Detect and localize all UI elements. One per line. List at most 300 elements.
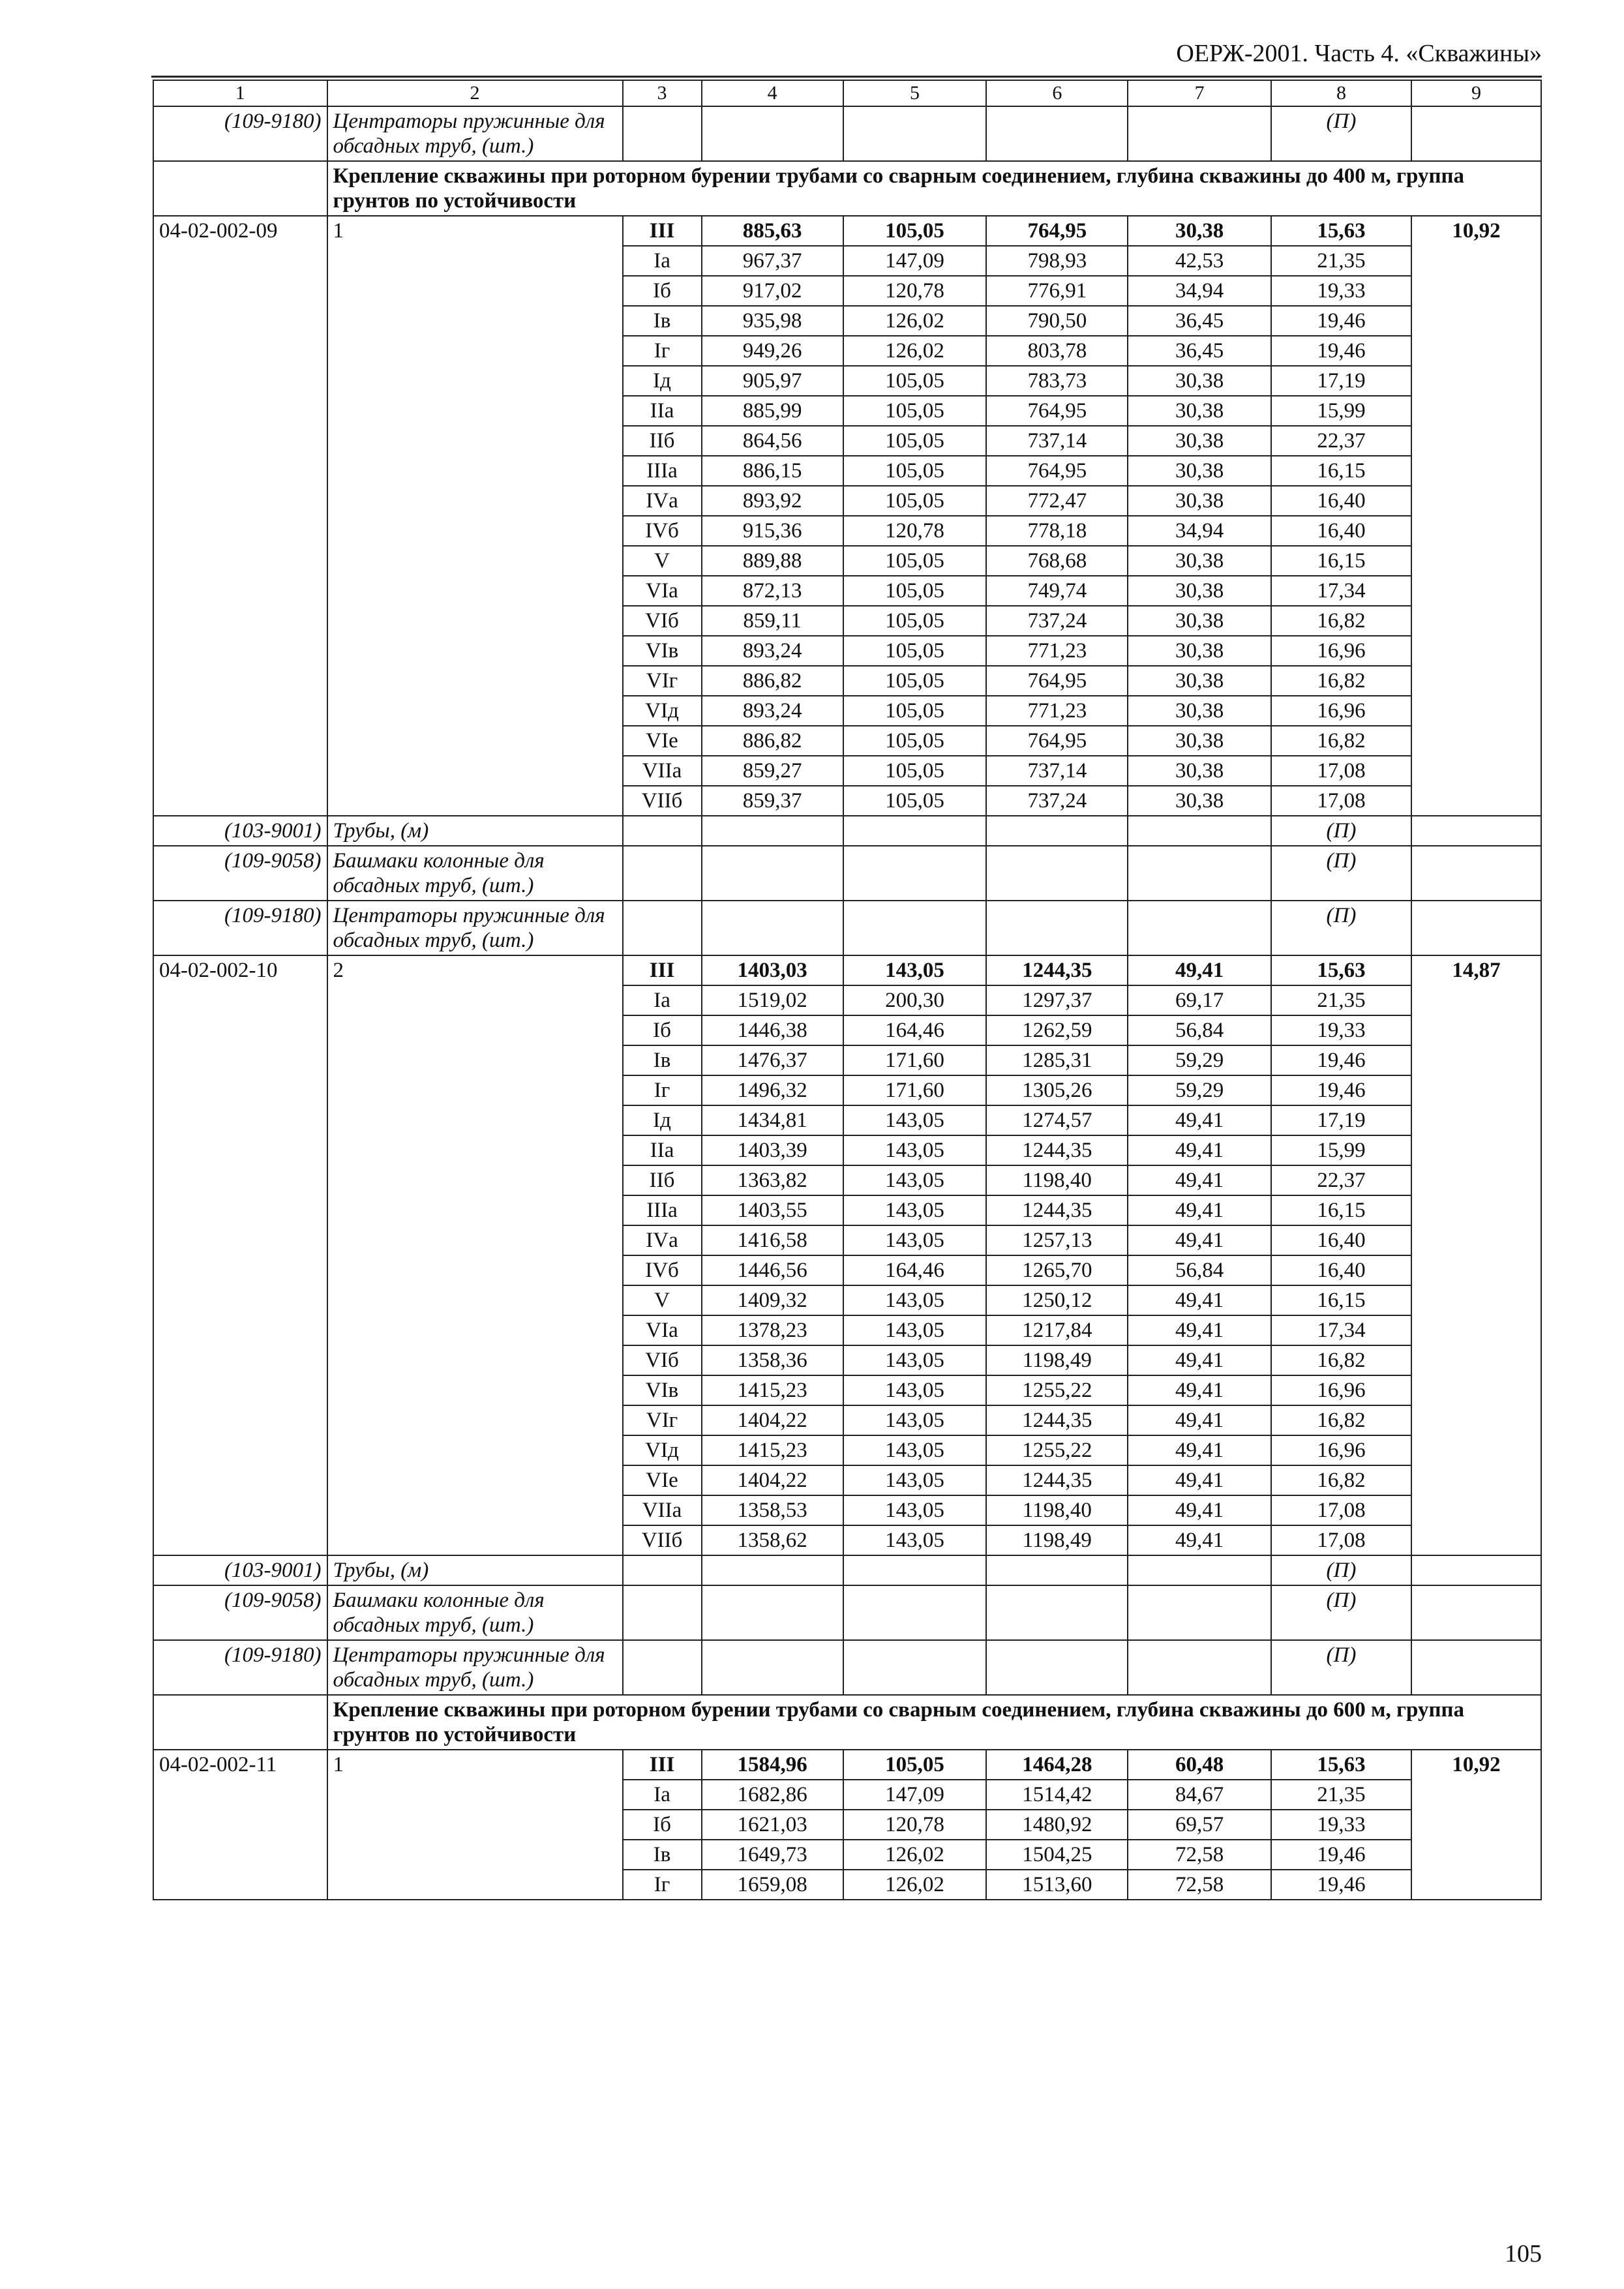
soil-group: VIв	[623, 636, 702, 666]
rate-value: 17,08	[1271, 756, 1411, 786]
rate-value: 1255,22	[986, 1435, 1128, 1465]
rate-value: 778,18	[986, 516, 1128, 546]
rate-value: 60,48	[1128, 1750, 1271, 1780]
rate-value: 1244,35	[986, 1405, 1128, 1435]
resource-name: Центраторы пружинные для обсадных труб, (шт.)	[327, 901, 623, 955]
section-row	[153, 1695, 1541, 1750]
rate-value: 15,63	[1271, 216, 1411, 246]
rate-value: 1305,26	[986, 1075, 1128, 1105]
rate-value: 30,38	[1128, 606, 1271, 636]
soil-group: IIб	[623, 426, 702, 456]
rate-value: 749,74	[986, 576, 1128, 606]
rate-value: 143,05	[843, 1405, 986, 1435]
rate-value: 17,08	[1271, 786, 1411, 816]
soil-group: Iг	[623, 1075, 702, 1105]
empty-cell	[623, 846, 702, 901]
rate-value: 949,26	[702, 336, 843, 366]
rate-value: 737,24	[986, 606, 1128, 636]
rate-value: 768,68	[986, 546, 1128, 576]
rate-value: 1584,96	[702, 1750, 843, 1780]
rate-value: 72,58	[1128, 1870, 1271, 1900]
rate-value: 764,95	[986, 456, 1128, 486]
soil-group: Iг	[623, 336, 702, 366]
column-number: 9	[1411, 80, 1541, 106]
empty-cell	[1128, 1585, 1271, 1640]
soil-group: IVб	[623, 1255, 702, 1285]
rate-value: 143,05	[843, 955, 986, 985]
rate-value: 1285,31	[986, 1045, 1128, 1075]
rate-value: 16,82	[1271, 726, 1411, 756]
rate-value: 16,15	[1271, 1195, 1411, 1225]
rate-value: 16,82	[1271, 606, 1411, 636]
empty-cell	[623, 1555, 702, 1585]
resource-row	[153, 846, 1541, 901]
rate-value: 143,05	[843, 1375, 986, 1405]
rate-value: 967,37	[702, 246, 843, 276]
soil-group: III	[623, 955, 702, 985]
rate-value: 36,45	[1128, 306, 1271, 336]
soil-group: IIIа	[623, 1195, 702, 1225]
rate-value: 49,41	[1128, 1135, 1271, 1165]
resource-note: (П)	[1271, 846, 1411, 901]
rate-col9: 10,92	[1411, 216, 1541, 816]
rate-value: 56,84	[1128, 1015, 1271, 1045]
rate-value: 143,05	[843, 1135, 986, 1165]
rate-value: 1244,35	[986, 1195, 1128, 1225]
soil-group: VIIб	[623, 1525, 702, 1555]
resource-note: (П)	[1271, 1640, 1411, 1695]
soil-group: Iг	[623, 1870, 702, 1900]
rate-value: 1409,32	[702, 1285, 843, 1315]
resource-name: Центраторы пружинные для обсадных труб, (шт.)	[327, 1640, 623, 1695]
rate-value: 21,35	[1271, 1780, 1411, 1810]
rate-value: 872,13	[702, 576, 843, 606]
rate-value: 16,82	[1271, 666, 1411, 696]
empty-cell	[702, 106, 843, 161]
rate-value: 19,46	[1271, 336, 1411, 366]
document-header: ОЕРЖ-2001. Часть 4. «Скважины»	[1176, 40, 1542, 67]
rate-value: 143,05	[843, 1435, 986, 1465]
rate-value: 885,99	[702, 396, 843, 426]
rate-value: 164,46	[843, 1015, 986, 1045]
resource-note: (П)	[1271, 106, 1411, 161]
resource-code: (109-9180)	[153, 1640, 327, 1695]
resource-code: (109-9180)	[153, 106, 327, 161]
empty-cell	[986, 816, 1128, 846]
rate-value: 776,91	[986, 276, 1128, 306]
rate-value: 19,46	[1271, 1045, 1411, 1075]
rate-value: 15,63	[1271, 955, 1411, 985]
rate-value: 1496,32	[702, 1075, 843, 1105]
empty-cell	[986, 901, 1128, 955]
rate-value: 864,56	[702, 426, 843, 456]
resource-row	[153, 901, 1541, 955]
soil-group: VIа	[623, 576, 702, 606]
rate-value: 16,82	[1271, 1405, 1411, 1435]
rate-value: 859,27	[702, 756, 843, 786]
rate-value: 22,37	[1271, 426, 1411, 456]
rate-value: 22,37	[1271, 1165, 1411, 1195]
soil-group: Iа	[623, 1780, 702, 1810]
rate-value: 1250,12	[986, 1285, 1128, 1315]
rate-value: 15,63	[1271, 1750, 1411, 1780]
soil-group: VIг	[623, 1405, 702, 1435]
rate-value: 19,33	[1271, 1810, 1411, 1840]
rate-number: 1	[327, 1750, 623, 1900]
rate-value: 30,38	[1128, 216, 1271, 246]
empty-cell	[1128, 1640, 1271, 1695]
rate-value: 1244,35	[986, 1465, 1128, 1495]
soil-group: VIе	[623, 726, 702, 756]
rate-value: 1434,81	[702, 1105, 843, 1135]
rate-value: 1358,36	[702, 1345, 843, 1375]
rate-value: 30,38	[1128, 666, 1271, 696]
rate-value: 105,05	[843, 366, 986, 396]
rate-value: 16,15	[1271, 1285, 1411, 1315]
rate-value: 16,40	[1271, 486, 1411, 516]
rate-value: 143,05	[843, 1195, 986, 1225]
soil-group: VIIа	[623, 756, 702, 786]
rate-value: 19,46	[1271, 1870, 1411, 1900]
rate-value: 889,88	[702, 546, 843, 576]
rate-value: 126,02	[843, 1870, 986, 1900]
rate-value: 19,33	[1271, 1015, 1411, 1045]
rate-value: 1446,38	[702, 1015, 843, 1045]
rate-value: 886,82	[702, 666, 843, 696]
rate-value: 1244,35	[986, 1135, 1128, 1165]
soil-group: IIIа	[623, 456, 702, 486]
resource-note: (П)	[1271, 901, 1411, 955]
soil-group: Iв	[623, 1840, 702, 1870]
empty-cell	[843, 901, 986, 955]
rate-value: 105,05	[843, 606, 986, 636]
column-number: 5	[843, 80, 986, 106]
rate-value: 1415,23	[702, 1435, 843, 1465]
rate-value: 1274,57	[986, 1105, 1128, 1135]
rate-value: 859,11	[702, 606, 843, 636]
empty-cell	[702, 1585, 843, 1640]
soil-group: IVа	[623, 1225, 702, 1255]
rate-value: 105,05	[843, 426, 986, 456]
resource-note: (П)	[1271, 816, 1411, 846]
rate-col9: 10,92	[1411, 1750, 1541, 1900]
empty-cell	[986, 1585, 1128, 1640]
empty-cell	[843, 1555, 986, 1585]
rate-value: 49,41	[1128, 1225, 1271, 1255]
rate-code: 04-02-002-11	[153, 1750, 327, 1900]
rate-value: 17,19	[1271, 1105, 1411, 1135]
empty-cell	[1411, 816, 1541, 846]
empty-cell	[1411, 1585, 1541, 1640]
rate-value: 893,92	[702, 486, 843, 516]
rate-value: 120,78	[843, 1810, 986, 1840]
rate-value: 1255,22	[986, 1375, 1128, 1405]
section-title: Крепление скважины при роторном бурении трубами со сварным соединением, глубина скважины до 400 м, группа грунтов по устойчивости	[327, 161, 1542, 216]
rate-value: 798,93	[986, 246, 1128, 276]
empty-cell	[623, 901, 702, 955]
rate-value: 1480,92	[986, 1810, 1128, 1840]
rate-value: 16,15	[1271, 456, 1411, 486]
rate-value: 105,05	[843, 666, 986, 696]
soil-group: Iб	[623, 1810, 702, 1840]
rate-value: 49,41	[1128, 1435, 1271, 1465]
rate-value: 30,38	[1128, 576, 1271, 606]
resource-code: (103-9001)	[153, 816, 327, 846]
rate-value: 17,08	[1271, 1495, 1411, 1525]
soil-group: VIг	[623, 666, 702, 696]
rate-value: 803,78	[986, 336, 1128, 366]
rate-value: 164,46	[843, 1255, 986, 1285]
resource-code: (109-9058)	[153, 846, 327, 901]
empty-cell	[1411, 846, 1541, 901]
rate-value: 105,05	[843, 396, 986, 426]
empty-cell	[623, 106, 702, 161]
empty-cell	[1411, 901, 1541, 955]
resource-name: Башмаки колонные для обсадных труб, (шт.)	[327, 846, 623, 901]
rate-value: 1358,53	[702, 1495, 843, 1525]
rate-value: 859,37	[702, 786, 843, 816]
empty-cell	[986, 1555, 1128, 1585]
resource-row	[153, 816, 1541, 846]
rate-number: 1	[327, 216, 623, 816]
rate-value: 1403,55	[702, 1195, 843, 1225]
rate-value: 34,94	[1128, 516, 1271, 546]
rate-value: 1297,37	[986, 985, 1128, 1015]
rate-value: 143,05	[843, 1465, 986, 1495]
rate-value: 120,78	[843, 516, 986, 546]
soil-group: Iб	[623, 1015, 702, 1045]
rate-value: 30,38	[1128, 426, 1271, 456]
rate-value: 783,73	[986, 366, 1128, 396]
rate-value: 1416,58	[702, 1225, 843, 1255]
empty-cell	[843, 1585, 986, 1640]
soil-group: VIд	[623, 696, 702, 726]
rate-value: 105,05	[843, 456, 986, 486]
empty-cell	[153, 161, 327, 216]
rate-value: 171,60	[843, 1045, 986, 1075]
soil-group: Iа	[623, 985, 702, 1015]
rate-value: 49,41	[1128, 1315, 1271, 1345]
rate-value: 30,38	[1128, 486, 1271, 516]
resource-row	[153, 106, 1541, 161]
rate-value: 30,38	[1128, 696, 1271, 726]
rate-value: 143,05	[843, 1105, 986, 1135]
soil-group: VIв	[623, 1375, 702, 1405]
rate-value: 126,02	[843, 336, 986, 366]
column-number: 6	[986, 80, 1128, 106]
rate-value: 105,05	[843, 576, 986, 606]
soil-group: V	[623, 1285, 702, 1315]
rate-row	[153, 955, 1541, 985]
rate-value: 1198,40	[986, 1165, 1128, 1195]
soil-group: VIIа	[623, 1495, 702, 1525]
rate-value: 771,23	[986, 636, 1128, 666]
rate-value: 56,84	[1128, 1255, 1271, 1285]
rate-value: 16,96	[1271, 1435, 1411, 1465]
rate-value: 915,36	[702, 516, 843, 546]
rate-value: 764,95	[986, 666, 1128, 696]
rate-row	[153, 1750, 1541, 1780]
rate-value: 16,40	[1271, 516, 1411, 546]
rate-value: 200,30	[843, 985, 986, 1015]
rate-value: 143,05	[843, 1315, 986, 1345]
rate-value: 21,35	[1271, 985, 1411, 1015]
column-number: 1	[153, 80, 327, 106]
empty-cell	[1128, 1555, 1271, 1585]
rate-value: 893,24	[702, 696, 843, 726]
resource-name: Башмаки колонные для обсадных труб, (шт.)	[327, 1585, 623, 1640]
soil-group: Iв	[623, 306, 702, 336]
rate-value: 105,05	[843, 786, 986, 816]
rate-value: 147,09	[843, 246, 986, 276]
rate-value: 49,41	[1128, 1405, 1271, 1435]
soil-group: VIб	[623, 606, 702, 636]
rate-code: 04-02-002-09	[153, 216, 327, 816]
empty-cell	[702, 1555, 843, 1585]
rate-value: 105,05	[843, 216, 986, 246]
rate-value: 1476,37	[702, 1045, 843, 1075]
rate-value: 16,82	[1271, 1345, 1411, 1375]
empty-cell	[843, 846, 986, 901]
rate-value: 1621,03	[702, 1810, 843, 1840]
empty-cell	[986, 106, 1128, 161]
rate-value: 143,05	[843, 1345, 986, 1375]
empty-cell	[986, 1640, 1128, 1695]
rate-value: 16,96	[1271, 636, 1411, 666]
soil-group: III	[623, 216, 702, 246]
rate-value: 1415,23	[702, 1375, 843, 1405]
rate-value: 1404,22	[702, 1405, 843, 1435]
rate-value: 143,05	[843, 1225, 986, 1255]
rate-value: 886,15	[702, 456, 843, 486]
rate-value: 49,41	[1128, 1525, 1271, 1555]
rate-value: 69,57	[1128, 1810, 1271, 1840]
empty-cell	[702, 846, 843, 901]
rate-value: 30,38	[1128, 366, 1271, 396]
rate-value: 30,38	[1128, 636, 1271, 666]
rate-value: 1403,39	[702, 1135, 843, 1165]
rate-value: 30,38	[1128, 456, 1271, 486]
soil-group: VIе	[623, 1465, 702, 1495]
rate-value: 143,05	[843, 1285, 986, 1315]
resource-name: Центраторы пружинные для обсадных труб, (шт.)	[327, 106, 623, 161]
rate-value: 49,41	[1128, 1495, 1271, 1525]
rate-value: 15,99	[1271, 396, 1411, 426]
empty-cell	[843, 106, 986, 161]
rate-value: 105,05	[843, 1750, 986, 1780]
rate-value: 105,05	[843, 756, 986, 786]
page-number: 105	[1505, 2240, 1542, 2267]
rate-value: 1464,28	[986, 1750, 1128, 1780]
rate-value: 30,38	[1128, 786, 1271, 816]
rate-value: 1257,13	[986, 1225, 1128, 1255]
rate-value: 143,05	[843, 1525, 986, 1555]
column-number: 7	[1128, 80, 1271, 106]
rate-value: 72,58	[1128, 1840, 1271, 1870]
rate-value: 19,33	[1271, 276, 1411, 306]
resource-row	[153, 1640, 1541, 1695]
empty-cell	[702, 816, 843, 846]
soil-group: IVа	[623, 486, 702, 516]
empty-cell	[1128, 816, 1271, 846]
soil-group: Iд	[623, 366, 702, 396]
soil-group: VIIб	[623, 786, 702, 816]
empty-cell	[1411, 1555, 1541, 1585]
rate-value: 1504,25	[986, 1840, 1128, 1870]
soil-group: IVб	[623, 516, 702, 546]
rate-value: 1403,03	[702, 955, 843, 985]
rate-value: 16,96	[1271, 696, 1411, 726]
empty-cell	[623, 1640, 702, 1695]
rate-value: 1358,62	[702, 1525, 843, 1555]
rate-value: 49,41	[1128, 1165, 1271, 1195]
soil-group: VIд	[623, 1435, 702, 1465]
rate-value: 49,41	[1128, 1375, 1271, 1405]
rate-code: 04-02-002-10	[153, 955, 327, 1555]
resource-name: Трубы, (м)	[327, 1555, 623, 1585]
rate-value: 885,63	[702, 216, 843, 246]
rate-value: 1514,42	[986, 1780, 1128, 1810]
soil-group: IIб	[623, 1165, 702, 1195]
rate-value: 17,08	[1271, 1525, 1411, 1555]
rate-col9: 14,87	[1411, 955, 1541, 1555]
empty-cell	[153, 1695, 327, 1750]
rate-value: 1265,70	[986, 1255, 1128, 1285]
rate-value: 737,14	[986, 756, 1128, 786]
rate-value: 21,35	[1271, 246, 1411, 276]
rate-value: 790,50	[986, 306, 1128, 336]
rate-value: 935,98	[702, 306, 843, 336]
resource-code: (109-9180)	[153, 901, 327, 955]
rate-value: 1519,02	[702, 985, 843, 1015]
column-number: 2	[327, 80, 623, 106]
rate-number: 2	[327, 955, 623, 1555]
rate-value: 1198,49	[986, 1525, 1128, 1555]
rate-value: 886,82	[702, 726, 843, 756]
rate-value: 69,17	[1128, 985, 1271, 1015]
resource-code: (103-9001)	[153, 1555, 327, 1585]
rate-value: 1198,40	[986, 1495, 1128, 1525]
soil-group: VIб	[623, 1345, 702, 1375]
rate-value: 84,67	[1128, 1780, 1271, 1810]
column-number: 4	[702, 80, 843, 106]
resource-row	[153, 1555, 1541, 1585]
rate-value: 917,02	[702, 276, 843, 306]
rate-value: 771,23	[986, 696, 1128, 726]
rate-value: 905,97	[702, 366, 843, 396]
rate-value: 737,14	[986, 426, 1128, 456]
section-title: Крепление скважины при роторном бурении трубами со сварным соединением, глубина скважины до 600 м, группа грунтов по устойчивости	[327, 1695, 1542, 1750]
rate-value: 1198,49	[986, 1345, 1128, 1375]
empty-cell	[702, 901, 843, 955]
rate-value: 1649,73	[702, 1840, 843, 1870]
rate-value: 16,40	[1271, 1255, 1411, 1285]
rate-value: 49,41	[1128, 1345, 1271, 1375]
empty-cell	[843, 816, 986, 846]
rate-value: 49,41	[1128, 1285, 1271, 1315]
rate-value: 764,95	[986, 396, 1128, 426]
rate-value: 49,41	[1128, 1465, 1271, 1495]
rate-value: 126,02	[843, 306, 986, 336]
rate-value: 17,19	[1271, 366, 1411, 396]
rate-value: 893,24	[702, 636, 843, 666]
rate-value: 1378,23	[702, 1315, 843, 1345]
rate-value: 1513,60	[986, 1870, 1128, 1900]
rate-value: 171,60	[843, 1075, 986, 1105]
rate-value: 737,24	[986, 786, 1128, 816]
rate-value: 143,05	[843, 1495, 986, 1525]
empty-cell	[986, 846, 1128, 901]
